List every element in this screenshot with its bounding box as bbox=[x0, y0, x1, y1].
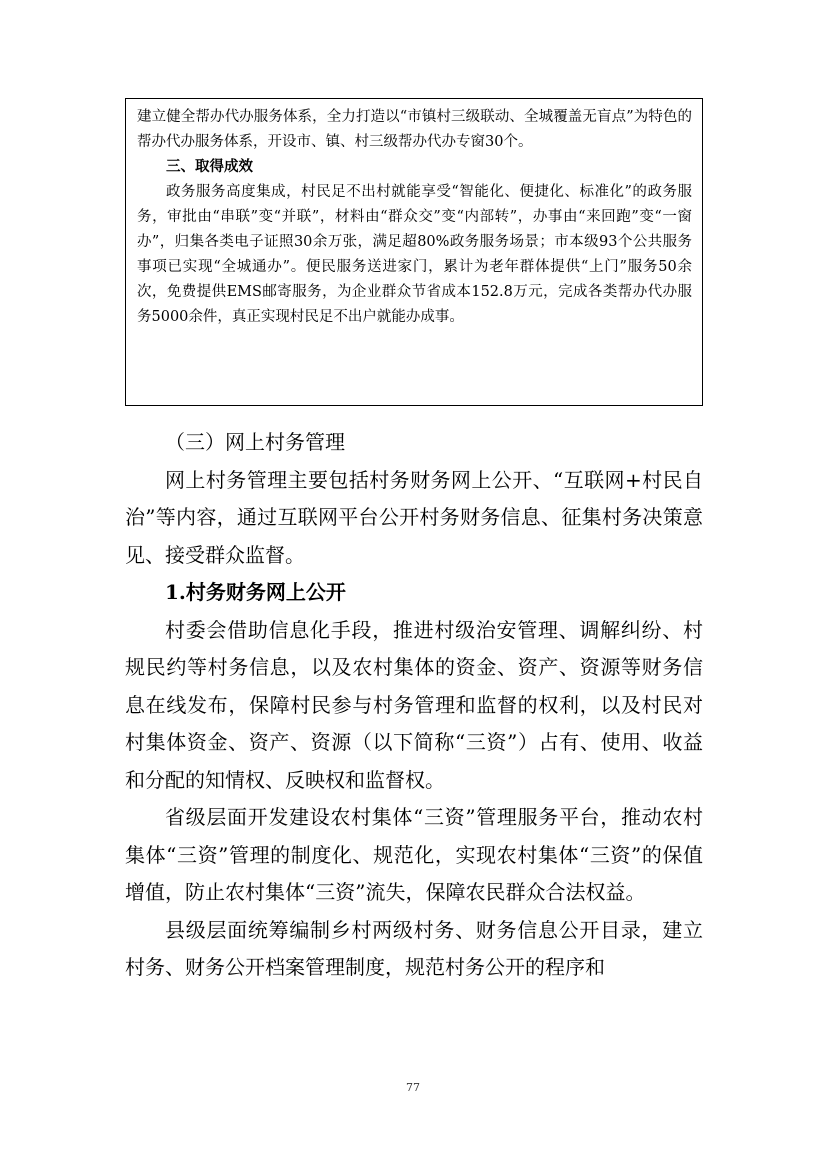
body-paragraph-3: 县级层面统筹编制乡村两级村务、财务信息公开目录，建立村务、财务公开档案管理制度，规范村务公开的程序和 bbox=[125, 917, 703, 979]
case-paragraph-results: 政务服务高度集成，村民足不出村就能享受“智能化、便捷化、标准化”的政务服务，审批由“串联”变“并联”，材料由“群众交”变“内部转”，办事由“来回跑”变“一窗办”，归集各类电子证照30余万张，满足超80%政务服务场景；市本级93个公共服务事项已实现“全城通办”。便民服务送进家门，累计为老年群体提供“上门”服务50余次，免费提供EMS邮寄服务，为企业群众节省成本152.8万元，完成各类帮办代办服务5000余件，真正实现村民足不出户就能办成事。 bbox=[137, 184, 692, 325]
case-study-box bbox=[125, 98, 703, 406]
body-paragraph-1: 村委会借助信息化手段，推进村级治安管理、调解纠纷、村规民约等村务信息，以及农村集体的资金、资产、资源等财务信息在线发布，保障村民参与村务管理和监督的权利，以及村民对村集体资金、资产、资源（以下简称“三资”）占有、使用、收益和分配的知情权、反映权和监督权。 bbox=[125, 617, 703, 792]
body-paragraph-2: 省级层面开发建设农村集体“三资”管理服务平台，推动农村集体“三资”管理的制度化、规范化，实现农村集体“三资”的保值增值，防止农村集体“三资”流失，保障农民群众合法权益。 bbox=[125, 805, 703, 904]
case-section-heading: 三、取得成效 bbox=[166, 159, 253, 175]
body-content bbox=[125, 424, 703, 987]
section-intro-paragraph: 网上村务管理主要包括村务财务网上公开、“互联网+村民自治”等内容，通过互联网平台公开村务财务信息、征集村务决策意见、接受群众监督。 bbox=[125, 467, 703, 567]
section-title: （三）网上村务管理 bbox=[165, 430, 345, 454]
case-paragraph-continued: 建立健全帮办代办服务体系，全力打造以“市镇村三级联动、全城覆盖无盲点”为特色的帮办代办服务体系，开设市、镇、村三级帮办代办专窗30个。 bbox=[137, 109, 692, 150]
subsection-heading: 1.村务财务网上公开 bbox=[165, 580, 346, 604]
page-number: 77 bbox=[406, 1081, 420, 1094]
